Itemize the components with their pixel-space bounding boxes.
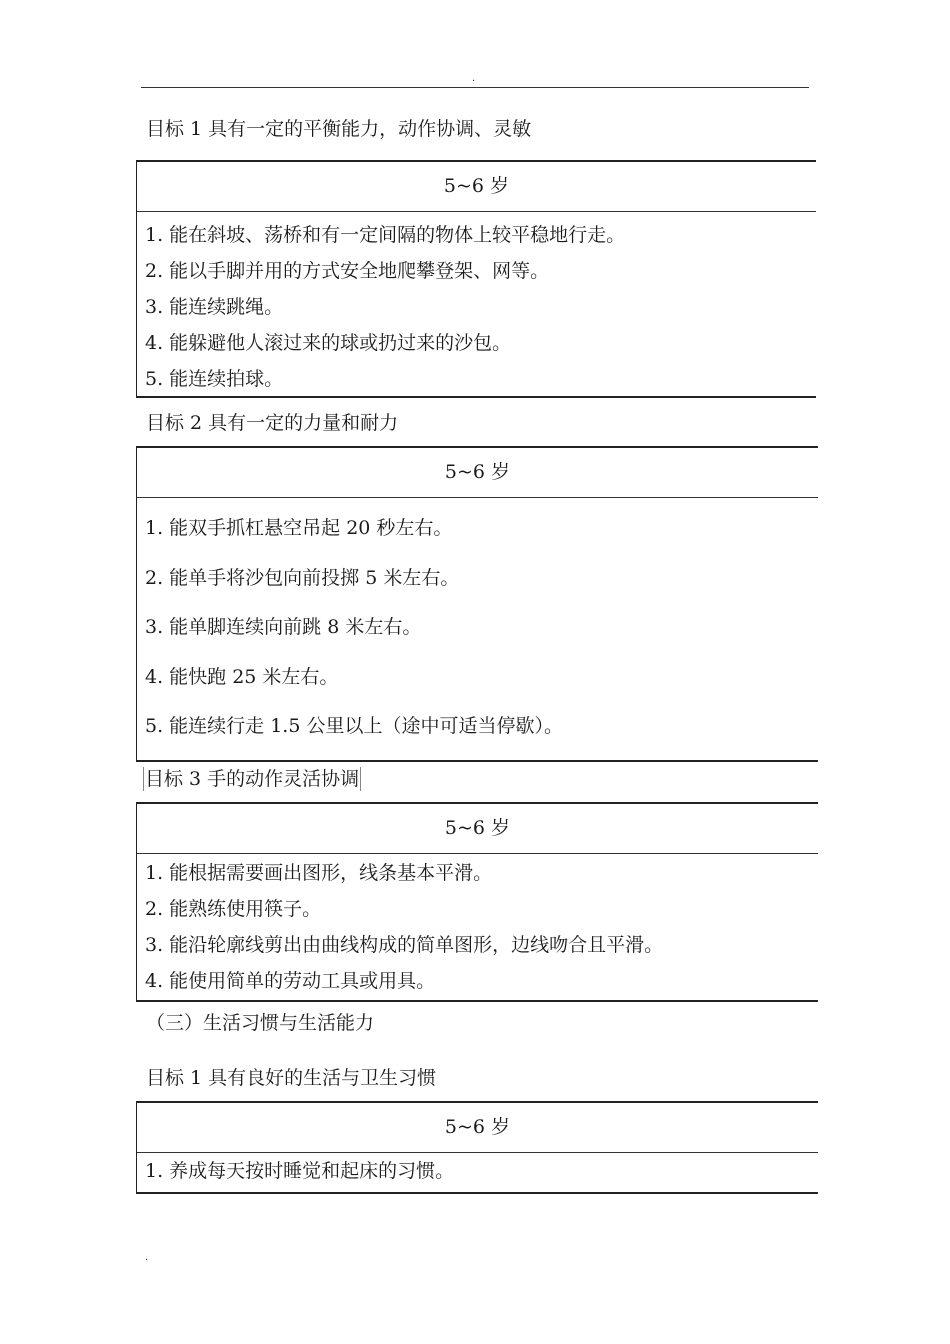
section-2-title: 目标 2 具有一定的力量和耐力 [146,412,399,434]
list-item: 2. 能单手将沙包向前投掷 5 米左右。 [145,566,460,589]
section-4-body [137,1153,818,1189]
header-rule [141,87,809,88]
section-3-table [136,802,818,1002]
header-mark: . [472,73,476,84]
list-item: 4. 能快跑 25 米左右。 [145,665,339,688]
list-item: 1. 养成每天按时睡觉和起床的习惯。 [145,1160,455,1182]
section-3-body [137,854,818,999]
section-2-table [136,446,818,762]
part-3-heading: （三）生活习惯与生活能力 [146,1012,375,1034]
section-4-title: 目标 1 具有良好的生活与卫生习惯 [146,1067,437,1089]
section-2-age-header: 5~6 岁 [137,448,818,498]
section-3-age-header: 5~6 岁 [137,804,818,854]
section-3-title: 目标 3 手的动作灵活协调 [145,768,360,790]
section-1-body [137,212,816,397]
section-4-age-header: 5~6 岁 [137,1103,818,1153]
list-item: 1. 能双手抓杠悬空吊起 20 秒左右。 [145,517,453,539]
list-item: 5. 能连续行走 1.5 公里以上（途中可适当停歇）。 [145,715,563,737]
section-1-title: 目标 1 具有一定的平衡能力，动作协调、灵敏 [146,118,532,140]
section-1-table [136,160,816,398]
list-item: 1. 能根据需要画出图形，线条基本平滑。 [145,862,493,884]
list-item: 1. 能在斜坡、荡桥和有一定间隔的物体上较平稳地行走。 [145,224,626,246]
list-item: 4. 能使用简单的劳动工具或用具。 [145,970,436,992]
list-item: 4. 能躲避他人滚过来的球或扔过来的沙包。 [145,332,512,354]
section-4-table [136,1101,818,1194]
footer-mark: . [145,1252,149,1263]
list-item: 5. 能连续拍球。 [145,368,284,390]
list-item: 3. 能连续跳绳。 [145,296,284,318]
list-item: 2. 能以手脚并用的方式安全地爬攀登架、网等。 [145,260,550,282]
section-1-age-header: 5~6 岁 [137,162,816,212]
section-2-body [137,498,818,752]
list-item: 3. 能沿轮廓线剪出由曲线构成的简单图形，边线吻合且平滑。 [145,934,664,956]
list-item: 2. 能熟练使用筷子。 [145,898,322,920]
list-item: 3. 能单脚连续向前跳 8 米左右。 [145,616,422,638]
